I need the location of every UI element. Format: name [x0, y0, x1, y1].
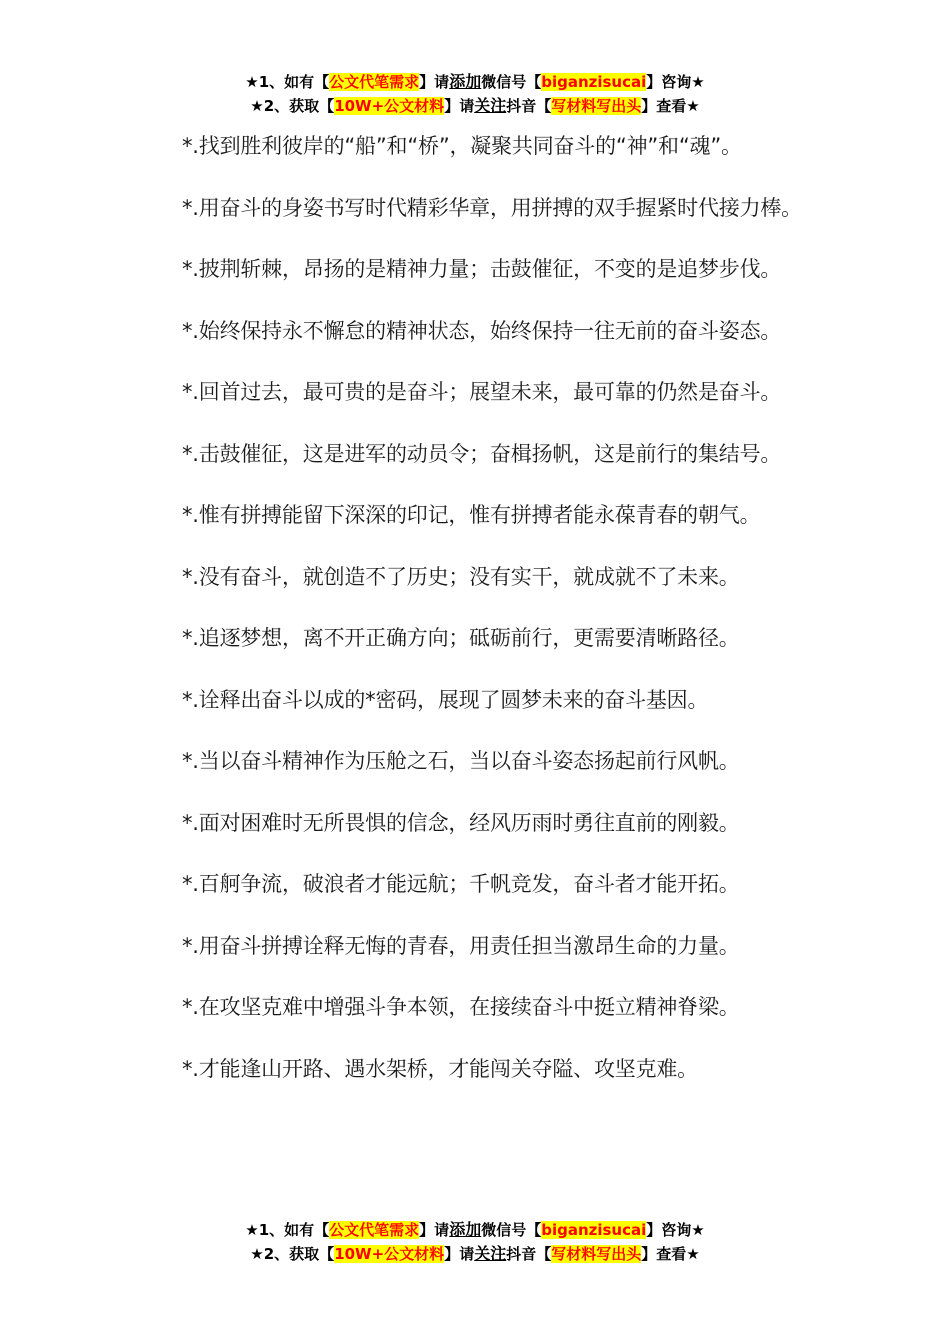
paragraph: *.诠释出奋斗以成的*密码，展现了圆梦未来的奋斗基因。	[182, 687, 709, 712]
paragraph: *.击鼓催征，这是进军的动员令；奋楫扬帆，这是前行的集结号。	[182, 441, 782, 466]
banner-line-2	[0, 94, 950, 118]
banner-text: ★2、获取【	[250, 1245, 335, 1263]
paragraph: *.追逐梦想，离不开正确方向；砥砺前行，更需要清晰路径。	[182, 626, 740, 650]
highlight-service: 公文代笔需求	[329, 73, 420, 91]
header-banner	[0, 70, 950, 118]
paragraph: *.回首过去，最可贵的是奋斗；展望未来，最可靠的仍然是奋斗。	[182, 380, 782, 404]
highlight-wechat-id[interactable]: biganzisucai	[541, 73, 647, 91]
banner-text: 微信号【	[481, 73, 542, 91]
footer-banner	[0, 1218, 950, 1266]
banner-text: 抖音【	[506, 1245, 552, 1263]
banner-text: ★2、获取【	[250, 97, 335, 115]
banner-line-1	[0, 70, 950, 94]
banner-text: 】请	[444, 97, 475, 115]
banner-text: 】请	[419, 73, 450, 91]
banner-text: ★1、如有【	[245, 73, 330, 91]
underlined-text: 添加	[449, 72, 482, 91]
banner-text: 】查看★	[641, 97, 700, 115]
banner-line-2	[0, 1242, 950, 1266]
paragraph: *.在攻坚克难中增强斗争本领，在接续奋斗中挺立精神脊梁。	[182, 995, 740, 1019]
banner-line-1	[0, 1218, 950, 1242]
banner-text: 】咨询★	[646, 1221, 705, 1239]
highlight-douyin-account[interactable]: 写材料写出头	[551, 1245, 642, 1263]
highlight-wechat-id[interactable]: biganzisucai	[541, 1221, 647, 1239]
highlight-service: 公文代笔需求	[329, 1221, 420, 1239]
banner-text: 】咨询★	[646, 73, 705, 91]
paragraph: *.没有奋斗，就创造不了历史；没有实干，就成就不了未来。	[182, 564, 740, 589]
paragraph: *.百舸争流，破浪者才能远航；千帆竞发，奋斗者才能开拓。	[182, 872, 740, 896]
paragraph: *.才能逢山开路、遇水架桥，才能闯关夺隘、攻坚克难。	[182, 1056, 698, 1081]
paragraph: *.用奋斗的身姿书写时代精彩华章，用拼搏的双手握紧时代接力棒。	[182, 195, 802, 220]
highlight-materials: 10W+公文材料	[334, 1245, 445, 1263]
underlined-text: 添加	[449, 1220, 482, 1239]
paragraph: *.用奋斗拼搏诠释无悔的青春，用责任担当激昂生命的力量。	[182, 933, 740, 958]
highlight-douyin-account[interactable]: 写材料写出头	[551, 97, 642, 115]
paragraph: *.披荆斩棘，昂扬的是精神力量；击鼓催征，不变的是追梦步伐。	[182, 257, 782, 281]
banner-text: 】请	[444, 1245, 475, 1263]
banner-text: 微信号【	[481, 1221, 542, 1239]
paragraph: *.始终保持永不懈怠的精神状态，始终保持一往无前的奋斗姿态。	[182, 318, 782, 343]
banner-text: 抖音【	[506, 97, 552, 115]
highlight-materials: 10W+公文材料	[334, 97, 445, 115]
underlined-text: 关注	[474, 96, 507, 115]
paragraph: *.面对困难时无所畏惧的信念，经风历雨时勇往直前的刚毅。	[182, 810, 740, 835]
document-body	[143, 121, 823, 1105]
banner-text: ★1、如有【	[245, 1221, 330, 1239]
banner-text: 】查看★	[641, 1245, 700, 1263]
banner-text: 】请	[419, 1221, 450, 1239]
paragraph: *.当以奋斗精神作为压舱之石，当以奋斗姿态扬起前行风帆。	[182, 749, 740, 773]
underlined-text: 关注	[474, 1244, 507, 1263]
paragraph: *.惟有拼搏能留下深深的印记，惟有拼搏者能永葆青春的朝气。	[182, 503, 761, 527]
paragraph: *.找到胜利彼岸的“船”和“桥”，凝聚共同奋斗的“神”和“魂”。	[182, 134, 742, 158]
